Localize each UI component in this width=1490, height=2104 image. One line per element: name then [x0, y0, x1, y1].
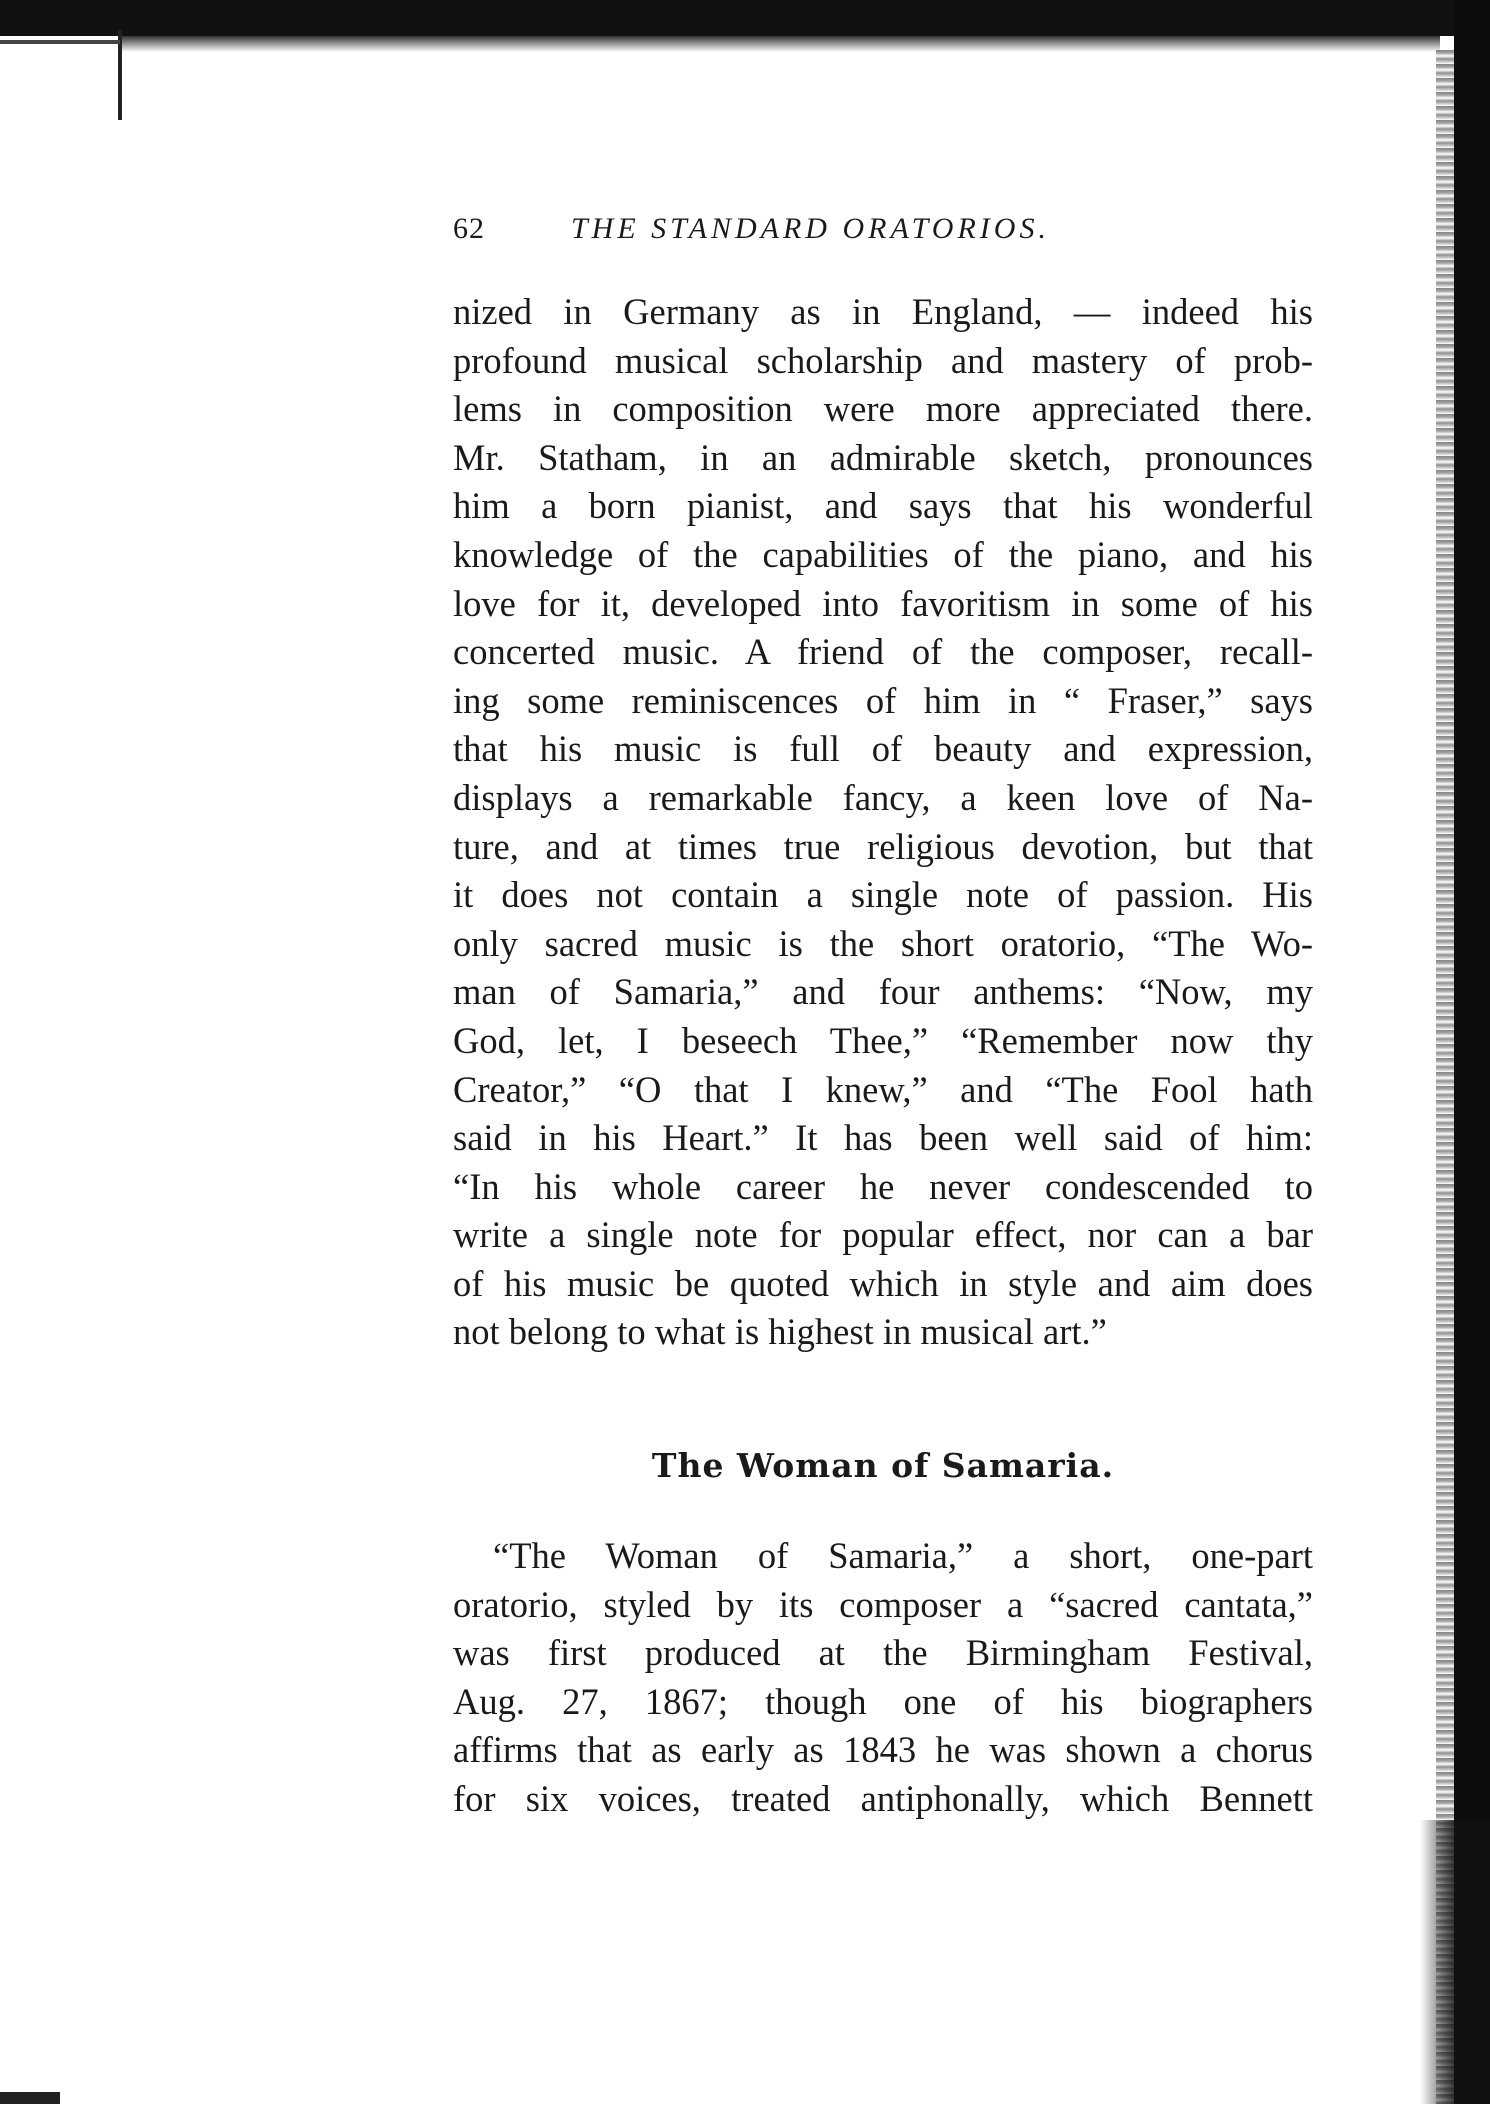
running-title: THE STANDARD ORATORIOS. [571, 212, 1050, 245]
text-line: nized in Germany as in England, — indeed his [453, 291, 1313, 332]
scan-left-line [0, 40, 120, 44]
text-line: man of Samaria,” and four anthems: “Now, my [453, 971, 1313, 1013]
text-line: not belong to what is highest in musical art.” [453, 1311, 1107, 1353]
scan-top-border [0, 0, 1490, 36]
text-line: lems in composition were more appreciated there. [453, 388, 1313, 430]
text-line: write a single note for popular effect, nor can a bar [453, 1214, 1313, 1256]
paragraph-2 [453, 1532, 1313, 1824]
text-line: displays a remarkable fancy, a keen love of Na- [453, 776, 1313, 818]
paragraph-1 [453, 288, 1313, 1357]
text-line: God, let, I beseech Thee,” “Remember now thy [453, 1019, 1313, 1061]
text-line: Creator,” “O that I knew,” and “The Fool hath [453, 1068, 1313, 1110]
scan-right-border [1454, 0, 1490, 2104]
text-line: Mr. Statham, in an admirable sketch, pronounces [453, 436, 1313, 478]
text-line: it does not contain a single note of passion. His [453, 874, 1313, 916]
scan-top-shadow [120, 36, 1440, 52]
text-line: him a born pianist, and says that his wonderful [453, 485, 1313, 527]
page-number: 62 [453, 212, 485, 245]
scan-bottom-left-mark [0, 2092, 60, 2104]
text-line: profound musical scholarship and mastery of prob- [453, 339, 1313, 381]
text-line: Aug. 27, 1867; though one of his biographers [453, 1680, 1313, 1722]
text-line: said in his Heart.” It has been well said of him: [453, 1117, 1313, 1159]
text-line: oratorio, styled by its composer a “sacred cantata,” [453, 1583, 1313, 1625]
scan-bottom-right-shadow [1420, 1820, 1490, 2104]
text-line: for six voices, treated antiphonally, which Bennett [453, 1777, 1313, 1819]
text-line: of his music be quoted which in style and aim does [453, 1262, 1313, 1304]
text-line: “In his whole career he never condescended to [453, 1165, 1313, 1207]
text-line: only sacred music is the short oratorio, “The Wo- [453, 922, 1313, 964]
text-line: ing some reminiscences of him in “ Fraser,” says [453, 679, 1313, 721]
text-line: affirms that as early as 1843 he was shown a chorus [453, 1729, 1313, 1771]
running-head [453, 212, 1313, 256]
text-line: was first produced at the Birmingham Festival, [453, 1632, 1313, 1674]
scan-page-edge [1436, 50, 1454, 2104]
section-heading: The Woman of Samaria. [651, 1446, 1115, 1485]
text-line: love for it, developed into favoritism in some of his [453, 582, 1313, 624]
text-line: “The Woman of Samaria,” a short, one-part [493, 1535, 1313, 1576]
text-line: knowledge of the capabilities of the piano, and his [453, 533, 1313, 575]
text-line: concerted music. A friend of the composer, recall- [453, 631, 1313, 673]
text-line: that his music is full of beauty and expression, [453, 728, 1313, 770]
text-line: ture, and at times true religious devotion, but that [453, 825, 1313, 867]
